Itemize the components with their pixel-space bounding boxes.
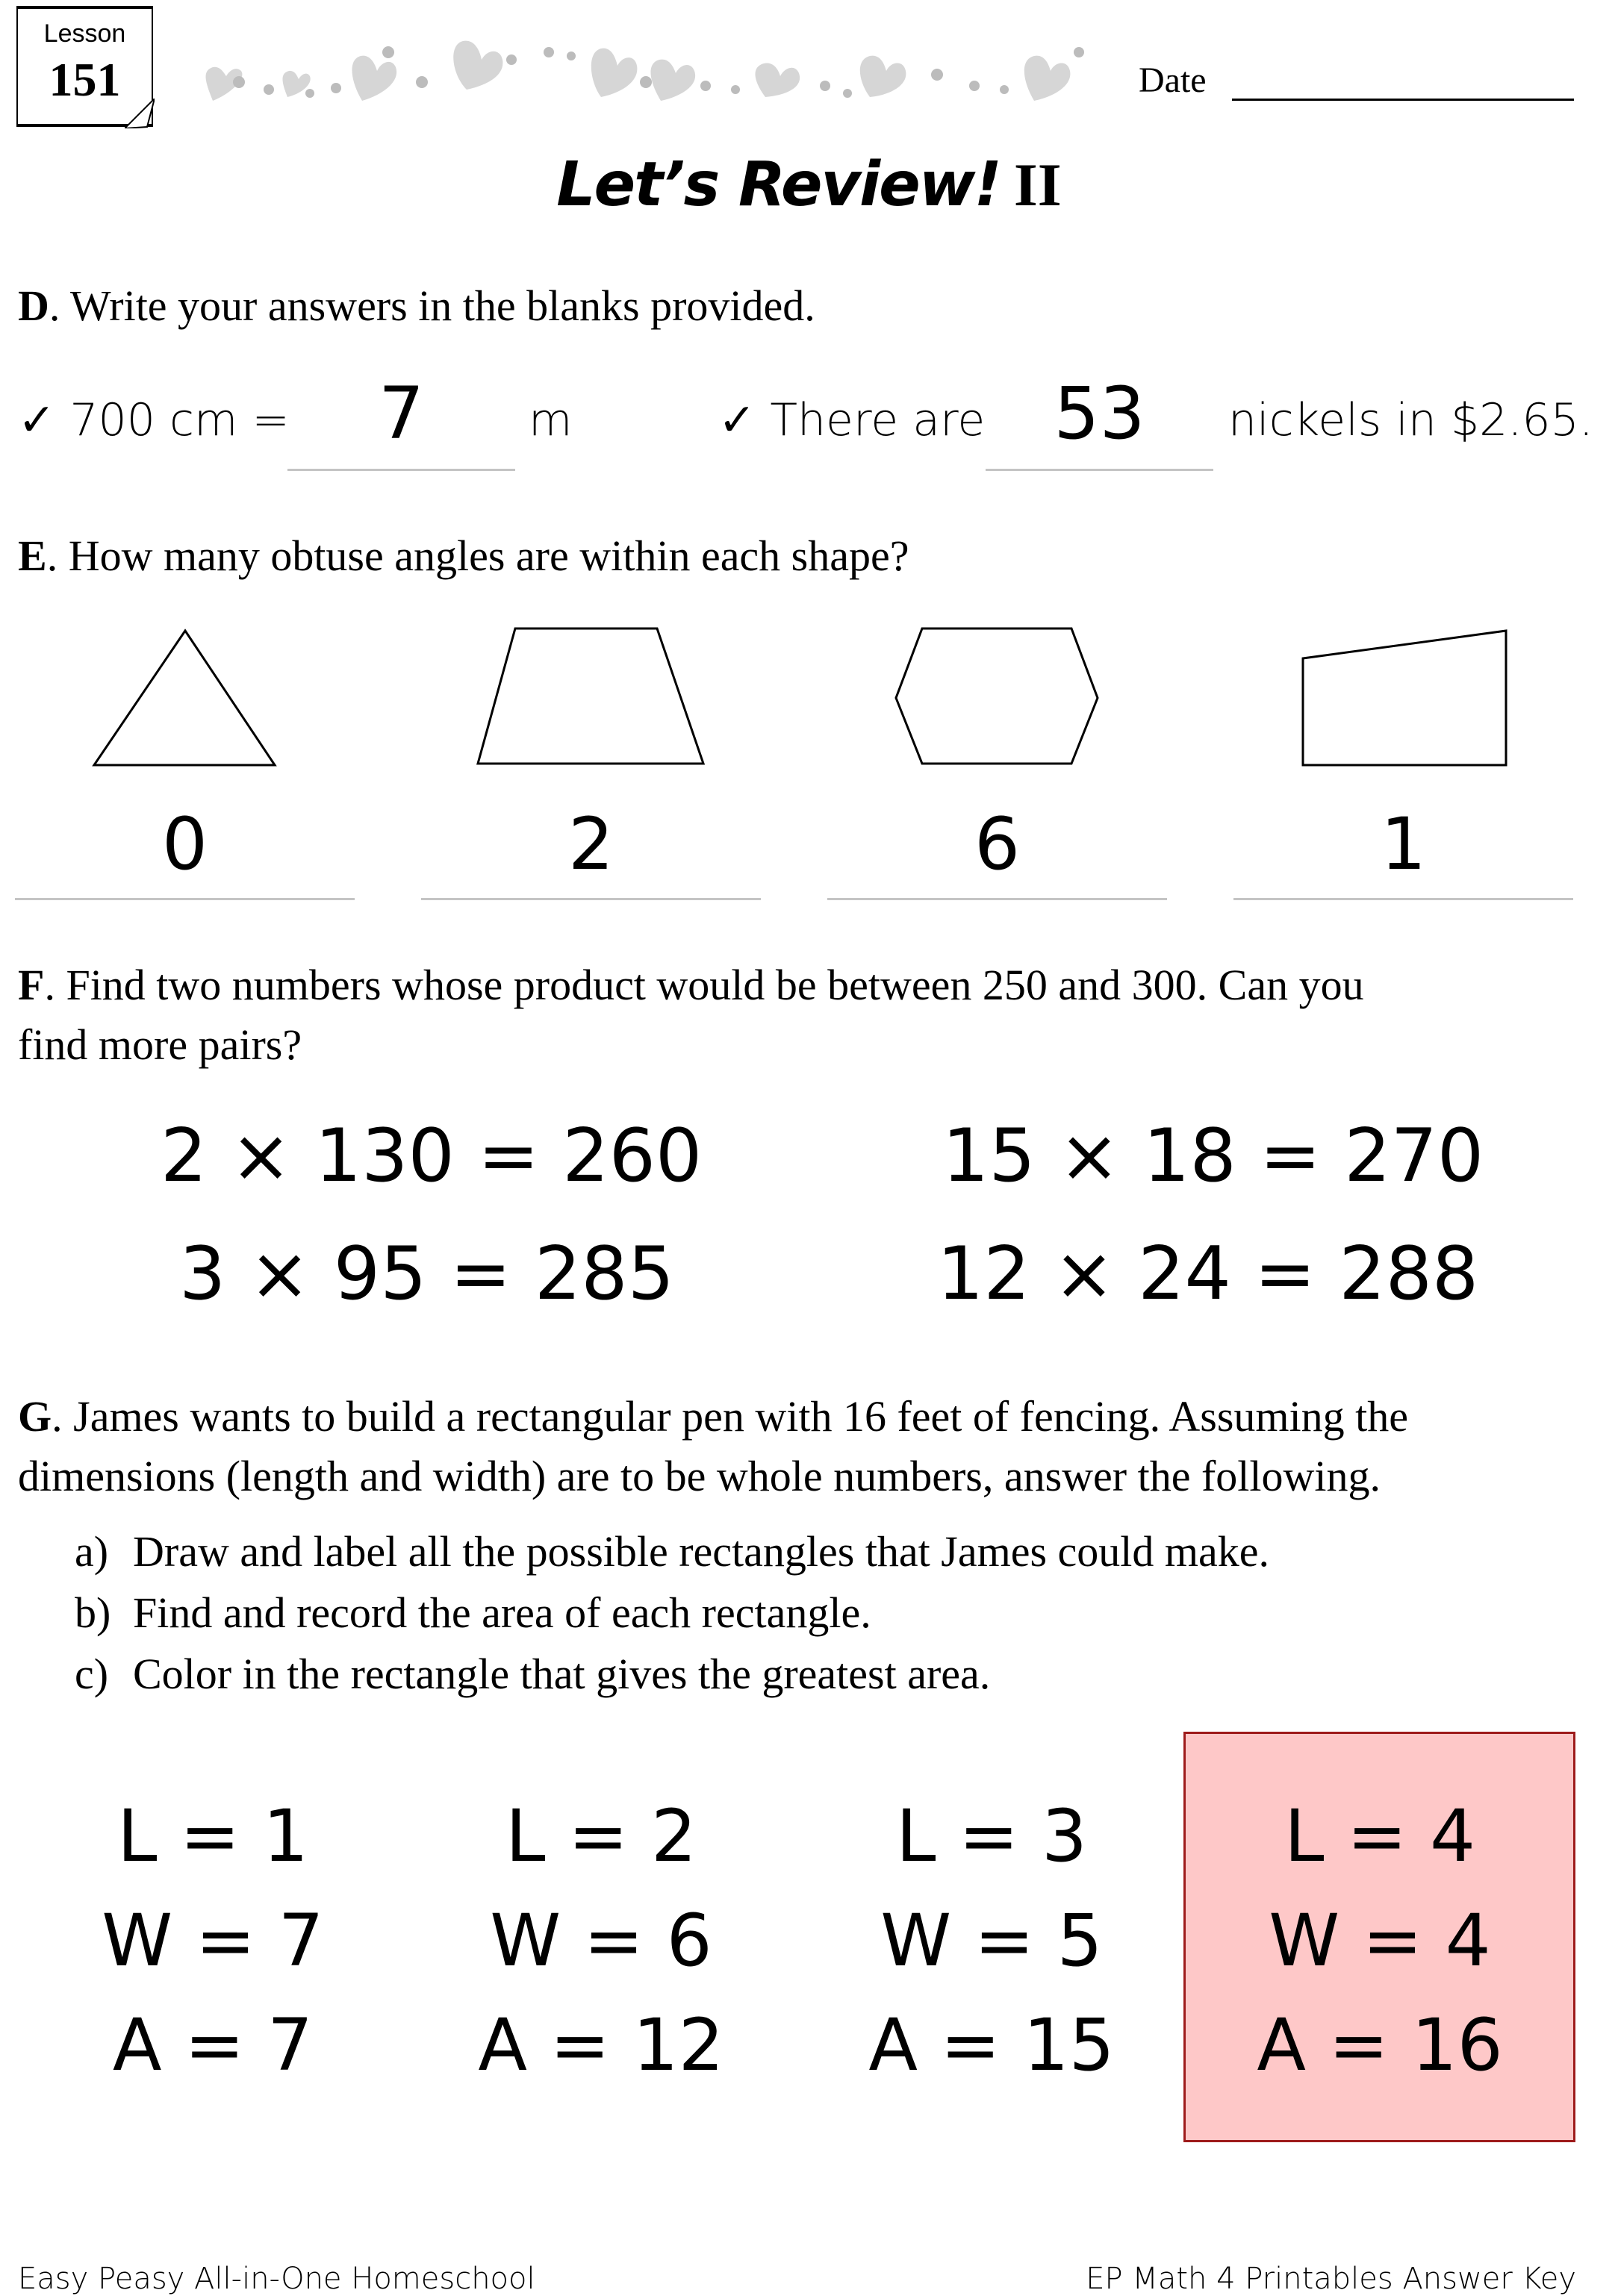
d-item-2-blank <box>986 469 1213 471</box>
section-e-letter: E <box>18 531 47 580</box>
equation-2: 15 × 18 = 270 <box>942 1114 1484 1199</box>
shape-3-blank <box>827 898 1167 900</box>
rectangle-3-width: W = 5 <box>880 1899 1103 1983</box>
rectangle-3 <box>831 1784 1152 2097</box>
date-label: Date <box>1139 60 1207 100</box>
rectangle-2-width: W = 6 <box>490 1899 712 1983</box>
footer-document-title: EP Math 4 Printables Answer Key <box>1086 2262 1576 2296</box>
rectangle-4-width: W = 4 <box>1269 1899 1491 1983</box>
shape-4-answer[interactable]: 1 <box>1380 802 1427 886</box>
hearts-border-decoration <box>198 30 1090 104</box>
date-field[interactable] <box>1232 99 1574 101</box>
sub-item-a: a) Draw and label all the possible rectangles that James could make. <box>75 1527 1269 1576</box>
rectangle-4-length: L = 4 <box>1283 1794 1476 1878</box>
section-e-instruction: E. How many obtuse angles are within each shape? <box>18 531 909 580</box>
rectangle-1-length: L = 1 <box>116 1794 309 1878</box>
d-item-2-answer[interactable]: 53 <box>1054 372 1145 455</box>
d-item-2-suffix: nickels in $2.65. <box>1228 394 1593 446</box>
footer-publisher: Easy Peasy All-in-One Homeschool <box>18 2262 535 2296</box>
d-item-1-prefix: ✓ 700 cm = <box>18 394 290 446</box>
shapes-row <box>0 612 1618 776</box>
rectangle-4-area: A = 16 <box>1257 2003 1503 2087</box>
rectangle-3-length: L = 3 <box>895 1794 1088 1878</box>
hexagon-shape <box>896 628 1098 764</box>
title-numeral: II <box>1013 151 1062 219</box>
page-curl-icon <box>125 99 155 128</box>
shape-3-answer[interactable]: 6 <box>974 802 1021 886</box>
rectangle-3-area: A = 15 <box>868 2003 1115 2087</box>
equation-4: 12 × 24 = 288 <box>937 1232 1479 1317</box>
triangle-shape <box>94 631 275 765</box>
checkmark-icon: ✓ <box>718 394 756 446</box>
rectangle-2-area: A = 12 <box>478 2003 724 2087</box>
d-item-1-answer[interactable]: 7 <box>378 372 425 455</box>
title-main: Let’s Review! <box>556 149 1001 220</box>
rectangle-1 <box>52 1784 373 2097</box>
d-item-1-suffix: m <box>529 394 573 446</box>
shape-1-answer[interactable]: 0 <box>161 802 208 886</box>
rectangle-2 <box>441 1784 762 2097</box>
sub-item-b: b) Find and record the area of each rectangle. <box>75 1588 871 1637</box>
section-f-letter: F <box>18 961 45 1009</box>
rectangle-2-length: L = 2 <box>505 1794 697 1878</box>
d-item-2-prefix: ✓ There are <box>718 394 986 446</box>
shape-1-blank <box>15 898 355 900</box>
lesson-tag <box>16 6 153 127</box>
checkmark-icon: ✓ <box>18 394 56 446</box>
section-g-letter: G <box>18 1392 52 1441</box>
section-g-instruction: G. James wants to build a rectangular pen with 16 feet of fencing. Assuming the dimensions (length and width) are to be whole numbers, answer the following. <box>18 1392 1409 1500</box>
rectangle-4 <box>1219 1784 1540 2097</box>
section-f-instruction: F. Find two numbers whose product would be between 250 and 300. Can you find more pairs? <box>18 961 1364 1069</box>
shape-2-answer[interactable]: 2 <box>567 802 614 886</box>
d-item-1-blank <box>287 469 515 471</box>
shape-2-blank <box>421 898 761 900</box>
shape-4-blank <box>1233 898 1573 900</box>
equation-3: 3 × 95 = 285 <box>179 1232 674 1317</box>
sub-item-c: c) Color in the rectangle that gives the greatest area. <box>75 1650 991 1698</box>
trapezoid-shape <box>478 628 703 764</box>
right-trapezoid-shape <box>1303 631 1506 765</box>
section-d-letter: D <box>18 281 49 330</box>
rectangle-1-width: W = 7 <box>102 1899 324 1983</box>
lesson-label: Lesson <box>43 19 126 48</box>
section-d-instruction: D. Write your answers in the blanks provided. <box>18 281 815 330</box>
equation-1: 2 × 130 = 260 <box>161 1114 703 1199</box>
lesson-number: 151 <box>49 53 121 106</box>
page-title <box>0 149 1618 220</box>
rectangle-1-area: A = 7 <box>112 2003 314 2087</box>
